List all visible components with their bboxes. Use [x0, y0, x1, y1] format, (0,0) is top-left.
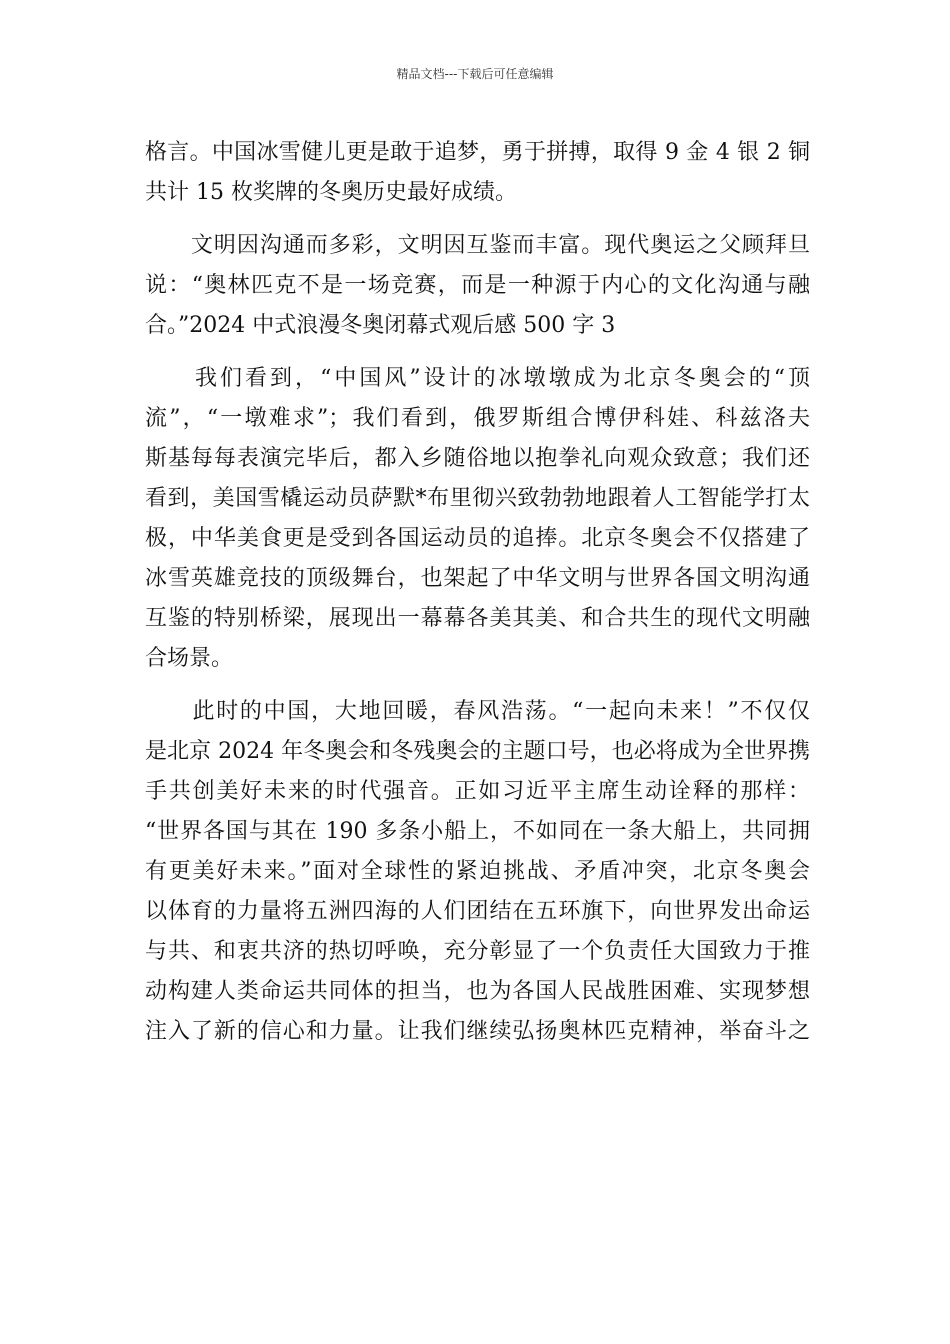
text-line: 此时的中国，大地回暖，春风浩荡。“一起向未来！”不仅仅 [145, 699, 810, 724]
text-line: 以体育的力量将五洲四海的人们团结在五环旗下，向世界发出命运 [145, 899, 810, 924]
text-line: 斯基每每表演完毕后，都入乡随俗地以抱拳礼向观众致意；我们还 [145, 446, 810, 471]
document-body [145, 133, 810, 1052]
text-line: 共计 15 枚奖牌的冬奥历史最好成绩。 [145, 180, 517, 205]
text-line: 与共、和衷共济的热切呼唤，充分彰显了一个负责任大国致力于推 [145, 939, 810, 964]
text-line: 注入了新的信心和力量。让我们继续弘扬奥林匹克精神，举奋斗之 [145, 1019, 810, 1044]
text-line: 流”，“一墩难求”；我们看到，俄罗斯组合博伊科娃、科兹洛夫 [145, 406, 810, 431]
text-line: 是北京 2024 年冬奥会和冬残奥会的主题口号，也必将成为全世界携 [145, 739, 810, 764]
text-line: 手共创美好未来的时代强音。正如习近平主席生动诠释的那样： [145, 779, 810, 804]
paragraph-1 [145, 133, 810, 213]
text-line: 动构建人类命运共同体的担当，也为各国人民战胜困难、实现梦想 [145, 979, 810, 1004]
paragraph-2 [145, 226, 810, 346]
text-line: 格言。中国冰雪健儿更是敢于追梦，勇于拼搏，取得 9 金 4 银 2 铜 [145, 140, 810, 165]
text-line: 互鉴的特别桥梁，展现出一幕幕各美其美、和合共生的现代文明融 [145, 606, 810, 631]
text-line: 文明因沟通而多彩，文明因互鉴而丰富。现代奥运之父顾拜旦 [145, 233, 810, 258]
text-line: 看到，美国雪橇运动员萨默*布里彻兴致勃勃地跟着人工智能学打太 [145, 486, 810, 511]
text-line: 冰雪英雄竞技的顶级舞台，也架起了中华文明与世界各国文明沟通 [145, 566, 810, 591]
paragraph-3 [145, 359, 810, 679]
text-line: “世界各国与其在 190 多条小船上，不如同在一条大船上，共同拥 [145, 819, 810, 844]
text-line: 有更美好未来。”面对全球性的紧迫挑战、矛盾冲突，北京冬奥会 [145, 859, 810, 884]
paragraph-4 [145, 692, 810, 1052]
text-line: 我们看到，“中国风”设计的冰墩墩成为北京冬奥会的“顶 [145, 366, 810, 391]
text-line: 极，中华美食更是受到各国运动员的追捧。北京冬奥会不仅搭建了 [145, 526, 810, 551]
text-line: 说：“奥林匹克不是一场竞赛，而是一种源于内心的文化沟通与融 [145, 273, 810, 298]
text-line: 合。”2024 中式浪漫冬奥闭幕式观后感 500 字 3 [145, 313, 616, 338]
text-line: 合场景。 [145, 646, 234, 671]
page-header: 精品文档---下载后可任意编辑 [396, 67, 554, 81]
